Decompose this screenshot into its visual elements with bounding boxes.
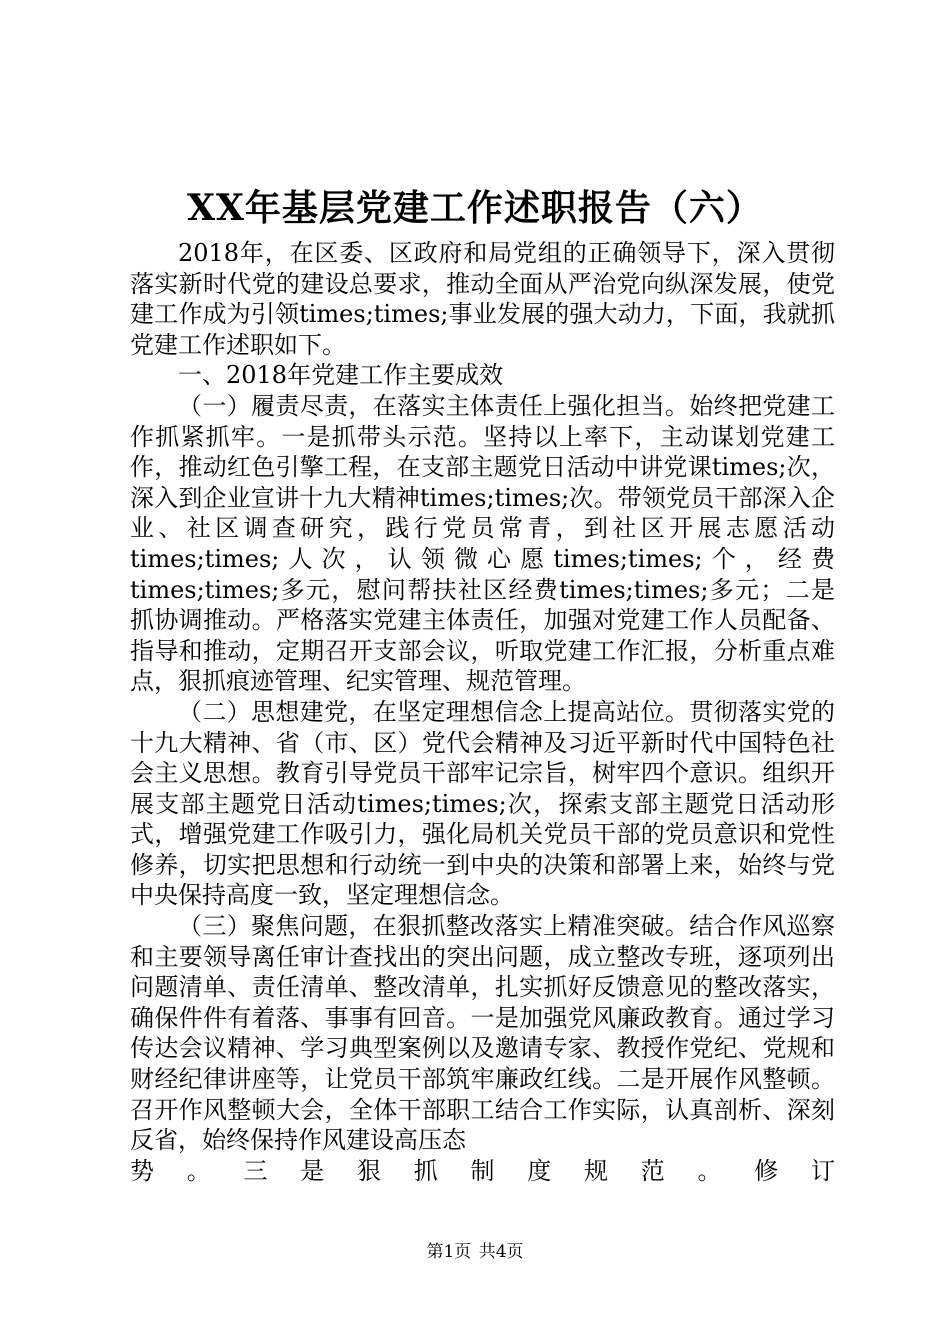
page-footer — [0, 1240, 950, 1264]
document-title: XX年基层党建工作述职报告（六） — [187, 187, 763, 229]
document-body — [130, 238, 835, 1186]
paragraph-section-3: （三）聚焦问题，在狠抓整改落实上精准突破。结合作风巡察和主要领导离任审计查找出的突出问题，成立整改专班，逐项列出问题清单、责任清单、整改清单，扎实抓好反馈意见的整改落实，确保件件有着落、事事有回音。一是加强党风廉政教育。通过学习传达会议精神、学习典型案例以及邀请专家、教授作党纪、党规和财经纪律讲座等，让党员干部筑牢廉政红线。二是开展作风整顿。召开作风整顿大会，全体干部职工结合工作实际，认真剖析、深刻反省，始终保持作风建设高压态 — [130, 912, 835, 1155]
paragraph-intro: 2018年，在区委、区政府和局党组的正确领导下，深入贯彻落实新时代党的建设总要求，推动全面从严治党向纵深发展，使党建工作成为引领times;times;事业发展的强大动力，下面，我就抓党建工作述职如下。 — [130, 239, 835, 359]
section-heading: 一、2018年党建工作主要成效 — [178, 361, 504, 390]
paragraph-section-2: （二）思想建党，在坚定理想信念上提高站位。贯彻落实党的十九大精神、省（市、区）党代会精神及习近平新时代中国特色社会主义思想。教育引导党员干部牢记宗旨，树牢四个意识。组织开展支部主题党日活动times;times;次，探索支部主题党日活动形式，增强党建工作吸引力，强化局机关党员干部的党员意识和党性修养，切实把思想和行动统一到中央的决策和部署上来，始终与党中央保持高度一致，坚定理想信念。 — [130, 697, 835, 910]
paragraph-section-1: （一）履责尽责，在落实主体责任上强化担当。始终把党建工作抓紧抓牢。一是抓带头示范。坚持以上率下，主动谋划党建工作，推动红色引擎工程，在支部主题党日活动中讲党课times;次，深入到企业宣讲十九大精神times;times;次。带领党员干部深入企业、社区调查研究，践行党员常青，到社区开展志愿活动times;times;人次，认领微心愿times;times;个，经费times;times;多元，慰问帮扶社区经费times;times;多元；二是抓协调推动。严格落实党建主体责任，加强对党建工作人员配备、指导和推动，定期召开支部会议，听取党建工作汇报，分析重点难点，狠抓痕迹管理、纪实管理、规范管理。 — [130, 391, 835, 696]
page-number: 第1页 — [426, 1242, 472, 1262]
paragraph-last-line: 势 。 三 是 狠 抓 制 度 规 范 。 修 订 — [130, 1156, 835, 1185]
page-total: 共4页 — [478, 1242, 524, 1262]
